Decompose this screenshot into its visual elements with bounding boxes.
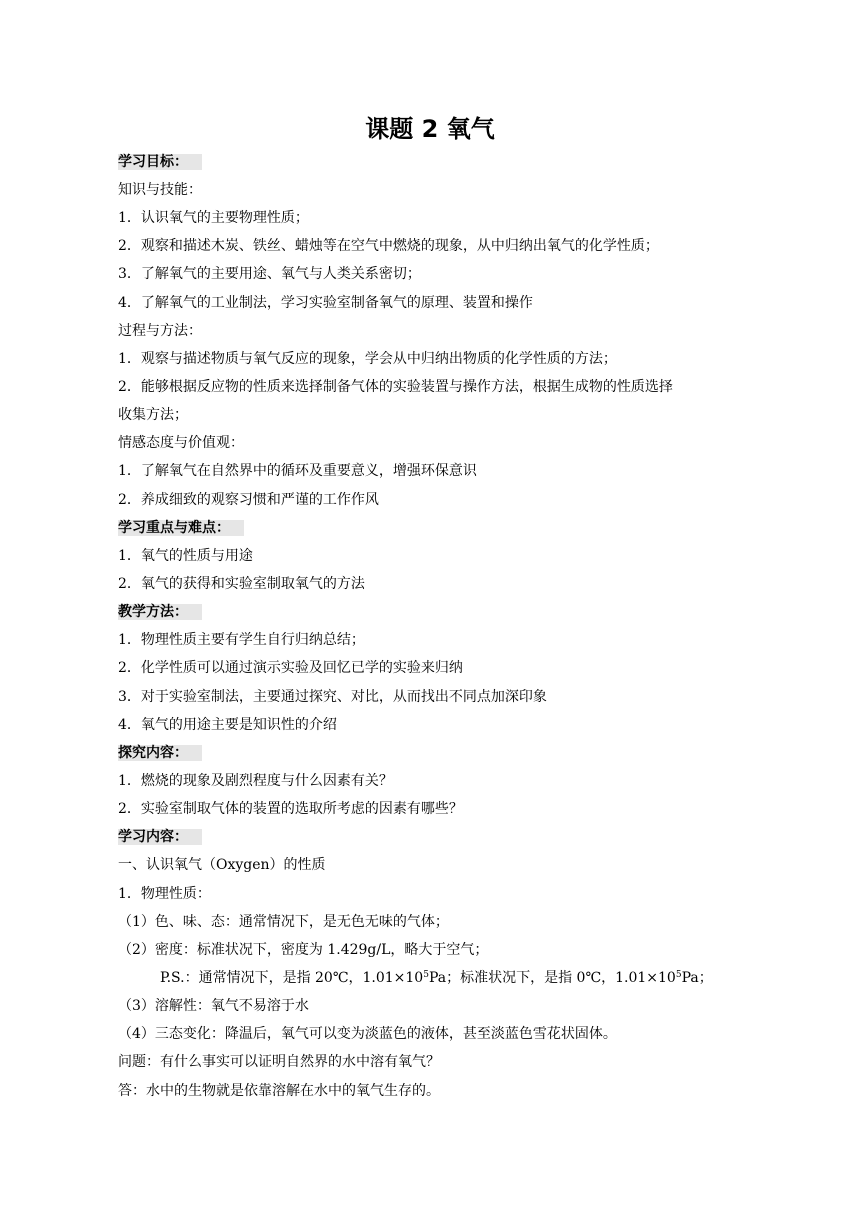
- methods-heading: [118, 602, 202, 622]
- objectives-heading-label: 学习目标：: [118, 154, 202, 170]
- objectives-heading: [118, 152, 202, 172]
- section-title: 一、认识氧气（Oxygen）的性质: [118, 857, 326, 873]
- knowledge-item-2: 2．观察和描述木炭、铁丝、蜡烛等在空气中燃烧的现象，从中归纳出氧气的化学性质；: [118, 238, 659, 254]
- key-point-1: 1．氧气的性质与用途: [118, 548, 253, 564]
- process-item-2-cont: 收集方法；: [118, 407, 188, 423]
- answer: 答：水中的生物就是依靠溶解在水中的氧气生存的。: [118, 1083, 440, 1099]
- knowledge-item-3: 3．了解氧气的主要用途、氧气与人类关系密切；: [118, 266, 421, 282]
- page-title: 课题 2 氧气: [365, 115, 495, 143]
- inquiry-item-1: 1．燃烧的现象及剧烈程度与什么因素有关？: [118, 773, 393, 789]
- knowledge-label: 知识与技能：: [118, 182, 202, 198]
- attitude-label: 情感态度与价值观：: [118, 435, 244, 451]
- key-points-heading-label: 学习重点与难点：: [118, 520, 244, 536]
- content-heading: [118, 827, 202, 847]
- physical-properties-label: 1．物理性质：: [118, 886, 211, 902]
- attitude-item-2: 2．养成细致的观察习惯和严谨的工作作风: [118, 492, 379, 508]
- ps-note: [160, 968, 713, 988]
- property-density: （2）密度：标准状况下，密度为 1.429g/L，略大于空气；: [118, 942, 489, 958]
- ps-note-part1: P.S.：通常情况下，是指 20℃，1.01×10: [160, 970, 424, 986]
- process-label: 过程与方法：: [118, 323, 202, 339]
- process-item-2: 2．能够根据反应物的性质来选择制备气体的实验装置与操作方法，根据生成物的性质选择: [118, 379, 673, 395]
- property-color-odor-state: （1）色、味、态：通常情况下，是无色无味的气体；: [118, 914, 449, 930]
- ps-note-part2: Pa；标准状况下，是指 0℃，1.01×10: [428, 970, 676, 986]
- content-heading-label: 学习内容：: [118, 829, 202, 845]
- key-points-heading: [118, 518, 244, 538]
- ps-note-exponent-1: 5: [423, 970, 429, 980]
- method-4: 4．氧气的用途主要是知识性的介绍: [118, 717, 337, 733]
- attitude-item-1: 1．了解氧气在自然界中的循环及重要意义，增强环保意识: [118, 463, 477, 479]
- inquiry-heading: [118, 743, 202, 763]
- method-1: 1．物理性质主要有学生自行归纳总结；: [118, 632, 365, 648]
- ps-note-exponent-2: 5: [675, 970, 682, 980]
- key-point-2: 2．氧气的获得和实验室制取氧气的方法: [118, 576, 365, 592]
- knowledge-item-1: 1．认识氧气的主要物理性质；: [118, 210, 309, 226]
- process-item-1: 1．观察与描述物质与氧气反应的现象，学会从中归纳出物质的化学性质的方法；: [118, 351, 617, 367]
- inquiry-item-2: 2．实验室制取气体的装置的选取所考虑的因素有哪些？: [118, 801, 463, 817]
- knowledge-item-4: 4．了解氧气的工业制法，学习实验室制备氧气的原理、装置和操作: [118, 295, 533, 311]
- ps-note-part3: Pa；: [681, 970, 713, 986]
- property-phase-change: （4）三态变化：降温后，氧气可以变为淡蓝色的液体，甚至淡蓝色雪花状固体。: [118, 1026, 617, 1042]
- method-2: 2．化学性质可以通过演示实验及回忆已学的实验来归纳: [118, 660, 463, 676]
- question: 问题：有什么事实可以证明自然界的水中溶有氧气？: [118, 1054, 440, 1070]
- inquiry-heading-label: 探究内容：: [118, 745, 202, 761]
- methods-heading-label: 教学方法：: [118, 604, 202, 620]
- method-3: 3．对于实验室制法，主要通过探究、对比，从而找出不同点加深印象: [118, 689, 547, 705]
- property-solubility: （3）溶解性：氧气不易溶于水: [118, 998, 309, 1014]
